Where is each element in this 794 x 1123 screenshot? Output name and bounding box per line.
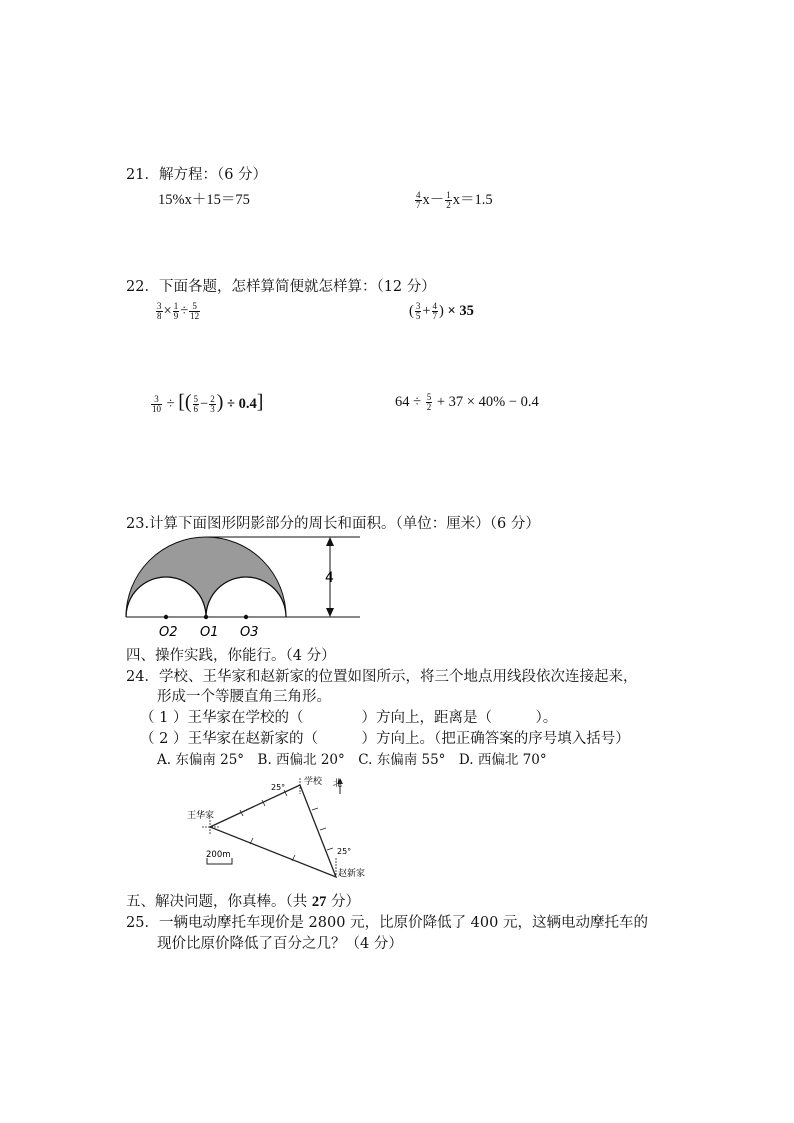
frac-num: 4 bbox=[432, 301, 438, 312]
north-label: 北 bbox=[333, 779, 343, 789]
frac-num: 3 bbox=[415, 301, 421, 312]
bracket: ) bbox=[216, 391, 224, 413]
operator: × bbox=[163, 303, 172, 319]
frac-den: 2 bbox=[426, 402, 432, 413]
frac-den: 7 bbox=[416, 200, 421, 211]
bracket: ] bbox=[256, 391, 264, 413]
q24-sub-1: （ 1 ）王华家在学校的（ ）方向上，距离是（ ）。 bbox=[140, 710, 558, 726]
section-5-title-post: 分） bbox=[326, 894, 360, 910]
q24-options: A. 东偏南 25° B. 西偏北 20° C. 东偏南 55° D. 西偏北 70° bbox=[157, 752, 547, 768]
wang-home-label: 王华家 bbox=[187, 811, 215, 821]
q21-title: 21．解方程：（6 分） bbox=[126, 167, 268, 183]
frac-den: 7 bbox=[432, 311, 438, 322]
expr-tail: ÷ 0.4 bbox=[227, 396, 257, 412]
school-label: 学校 bbox=[304, 777, 323, 787]
frac-den: 5 bbox=[415, 311, 421, 322]
frac-den: 3 bbox=[210, 404, 215, 415]
frac-num: 5 bbox=[193, 394, 199, 405]
q24-sub-2: （ 2 ）王华家在赵新家的（ ）方向上。（把正确答案的序号填入括号） bbox=[140, 731, 630, 747]
frac-den: 12 bbox=[190, 311, 200, 322]
center-point-o3 bbox=[244, 615, 248, 619]
angle-label-2: 25° bbox=[337, 847, 352, 856]
label-o1: O1 bbox=[200, 625, 219, 640]
zhao-home-label: 赵新家 bbox=[338, 869, 366, 879]
section-4-title: 四、操作实践，你能行。（4 分） bbox=[126, 648, 336, 664]
q22-expression-4 bbox=[395, 390, 539, 414]
frac-den: 9 bbox=[173, 311, 179, 322]
shaded-semicircle-figure bbox=[0, 530, 794, 670]
q24-line-1: 24．学校、王华家和赵新家的位置如图所示，将三个地点用线段依次连接起来， bbox=[126, 669, 638, 685]
q22-title: 22．下面各题，怎样算简便就怎样算：（12 分） bbox=[126, 279, 436, 295]
frac-num: 3 bbox=[151, 395, 162, 405]
dimension-label: 4 bbox=[325, 570, 334, 586]
section-5-title bbox=[126, 893, 360, 911]
tick bbox=[327, 848, 333, 850]
expr-text: x＝1.5 bbox=[452, 192, 493, 208]
frac-num: 1 bbox=[446, 190, 451, 201]
q23-title: 23.计算下面图形阴影部分的周长和面积。（单位：厘米）（6 分） bbox=[126, 516, 540, 532]
q21-equation-1: 15%x＋15＝75 bbox=[158, 192, 250, 208]
bracket: [( bbox=[178, 391, 192, 413]
arrow-up-icon bbox=[326, 537, 334, 546]
frac-den: 6 bbox=[193, 404, 199, 415]
paren: ) bbox=[439, 303, 444, 319]
frac-num: 1 bbox=[173, 301, 179, 312]
q21-equation-2 bbox=[414, 188, 493, 212]
expr-text: x－ bbox=[422, 192, 445, 208]
label-o3: O3 bbox=[240, 625, 259, 640]
triangle-route bbox=[210, 785, 336, 877]
q22-expression-2 bbox=[409, 299, 474, 323]
q24-line-2: 形成一个等腰直角三角形。 bbox=[157, 689, 331, 705]
tick bbox=[320, 828, 326, 830]
frac-num: 5 bbox=[189, 302, 200, 312]
q25-line-2: 现价比原价降低了百分之几？（4 分） bbox=[157, 936, 403, 952]
operator: − bbox=[200, 396, 209, 412]
operator: ÷ bbox=[166, 396, 175, 412]
q22-expression-1 bbox=[155, 299, 201, 323]
operator: ÷ bbox=[180, 303, 189, 319]
frac-num: 5 bbox=[426, 392, 432, 403]
center-point-o1 bbox=[204, 615, 208, 619]
frac-den: 8 bbox=[157, 311, 162, 322]
label-o2: O2 bbox=[159, 625, 178, 640]
paren: ( bbox=[409, 303, 414, 319]
operator: + bbox=[422, 303, 431, 319]
arrow-down-icon bbox=[326, 608, 334, 617]
section-5-points: 27 bbox=[311, 894, 327, 910]
angle-label-1: 25° bbox=[271, 783, 286, 792]
center-point-o2 bbox=[164, 615, 168, 619]
section-5-title-pre: 五、解决问题，你真棒。（共 bbox=[126, 894, 312, 910]
location-map bbox=[0, 772, 794, 882]
frac-num: 4 bbox=[416, 190, 421, 201]
shaded-region bbox=[126, 537, 286, 617]
expr-tail: + 37 × 40% − 0.4 bbox=[436, 394, 539, 410]
frac-num: 2 bbox=[210, 394, 215, 405]
expr-tail: × 35 bbox=[447, 303, 474, 319]
frac-den: 10 bbox=[152, 404, 161, 415]
expr-head: 64 ÷ bbox=[395, 394, 422, 410]
scale-label: 200m bbox=[206, 850, 231, 860]
frac-den: 2 bbox=[446, 200, 451, 211]
q22-expression-3 bbox=[150, 388, 263, 418]
tick bbox=[312, 808, 318, 810]
q25-line-1: 25．一辆电动摩托车现价是 2800 元，比原价降低了 400 元，这辆电动摩托车的 bbox=[126, 915, 648, 931]
frac-num: 3 bbox=[157, 301, 162, 312]
